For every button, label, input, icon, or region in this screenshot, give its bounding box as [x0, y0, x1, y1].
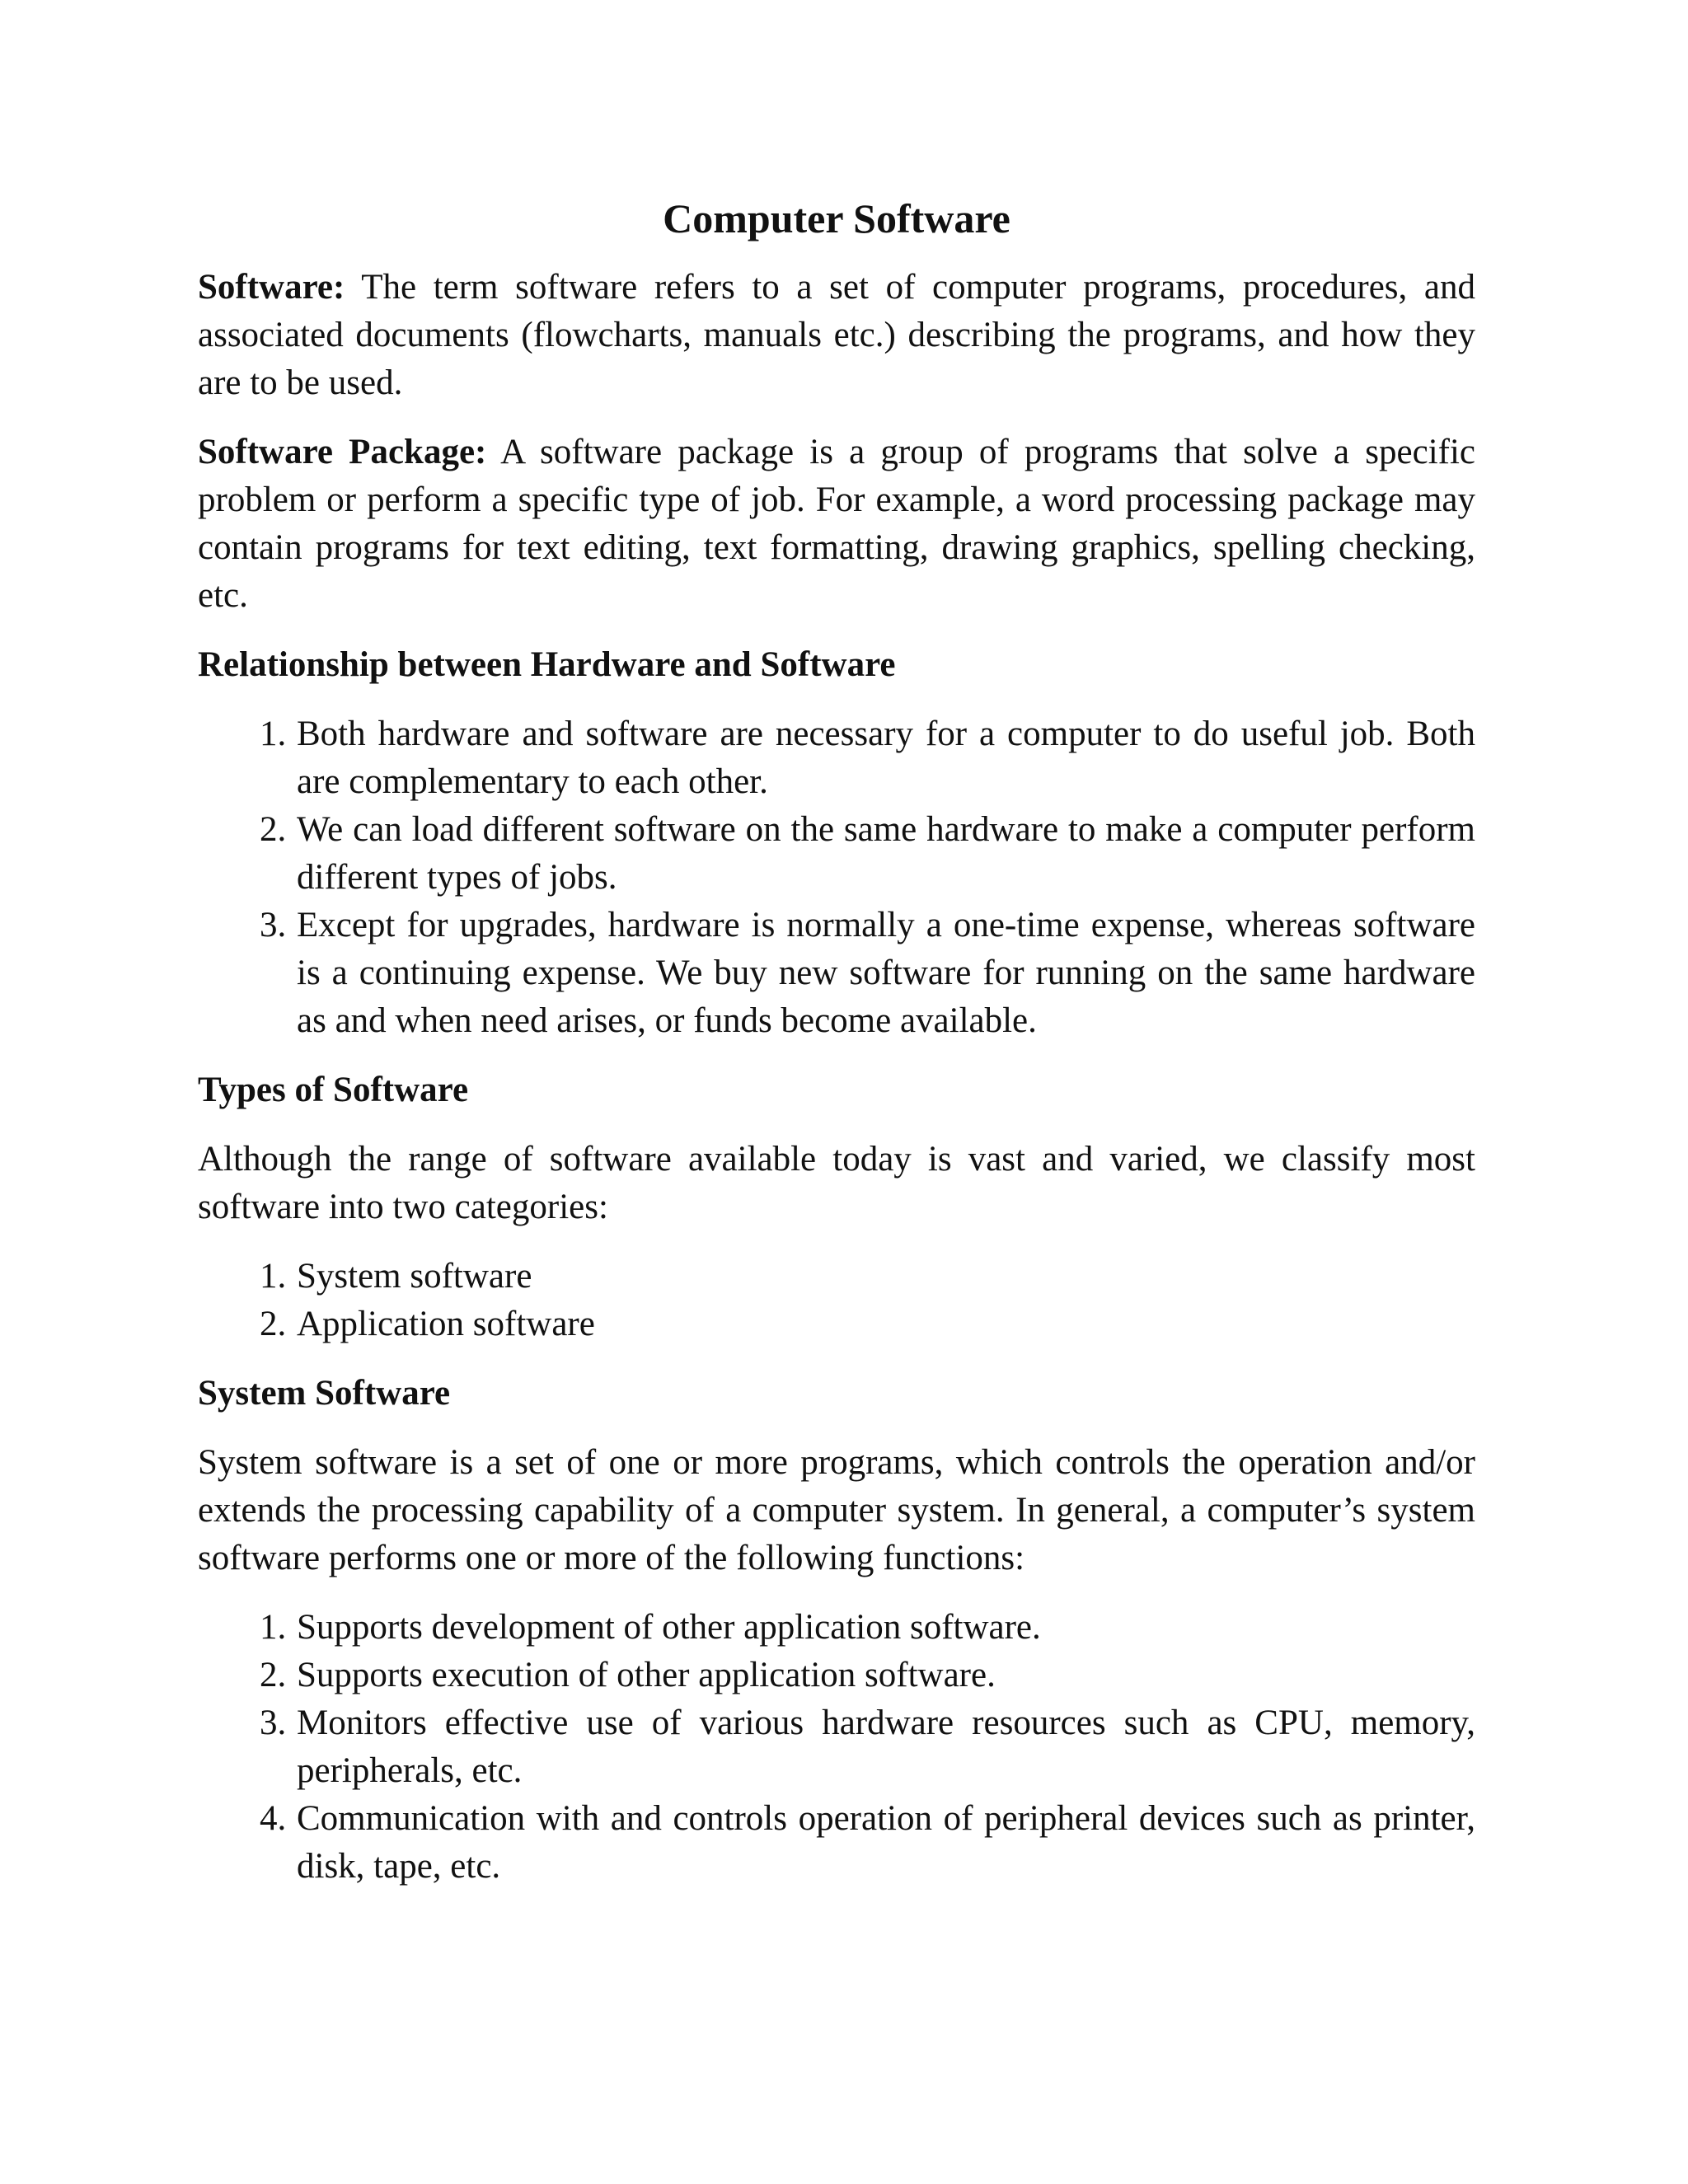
list-item: 1. Both hardware and software are necessary for a computer to do useful job. Both are complementary to each other.: [295, 710, 1475, 806]
list-item: 3. Monitors effective use of various hardware resources such as CPU, memory, peripherals, etc.: [295, 1699, 1475, 1795]
software-definition: [198, 264, 1475, 407]
types-list: [198, 1253, 1475, 1348]
list-item: 4. Communication with and controls operation of peripheral devices such as printer, disk, tape, etc.: [295, 1795, 1475, 1891]
list-item: 2. Supports execution of other application software.: [295, 1652, 1475, 1699]
system-software-functions-list: [198, 1604, 1475, 1891]
relationship-heading: Relationship between Hardware and Software: [198, 645, 896, 684]
list-item: 1. Supports development of other application software.: [295, 1604, 1475, 1652]
software-package-definition-text: A software package is a group of programs that solve a specific problem or perform a specific type of job. For example, a word processing package may contain programs for text editing, text formatting, drawing graphics, spelling checking, etc.: [198, 433, 1476, 615]
software-term: Software:: [198, 268, 345, 307]
system-software-heading: System Software: [198, 1374, 451, 1413]
list-item: 2. Application software: [295, 1301, 1475, 1348]
types-intro: Although the range of software available today is vast and varied, we classify most software into two categories:: [198, 1140, 1475, 1226]
list-item: 2. We can load different software on the same hardware to make a computer perform different types of jobs.: [295, 806, 1475, 902]
software-definition-text: The term software refers to a set of computer programs, procedures, and associated documents (flowcharts, manuals etc.) describing the programs, and how they are to be used.: [198, 268, 1475, 402]
list-item: 1. System software: [295, 1253, 1475, 1301]
page-title: Computer Software: [663, 195, 1010, 241]
types-heading: Types of Software: [198, 1071, 469, 1109]
software-package-definition: [198, 429, 1475, 620]
list-item: 3. Except for upgrades, hardware is normally a one-time expense, whereas software is a continuing expense. We buy new software for running on the same hardware as and when need arises, or funds become available.: [295, 902, 1475, 1045]
software-package-term: Software Package:: [198, 433, 487, 471]
document-page: [198, 190, 1475, 1912]
relationship-list: [198, 710, 1475, 1045]
system-software-intro: System software is a set of one or more programs, which controls the operation and/or extends the processing capability of a computer system. In general, a computer’s system software performs one or more of the following functions:: [198, 1443, 1475, 1577]
